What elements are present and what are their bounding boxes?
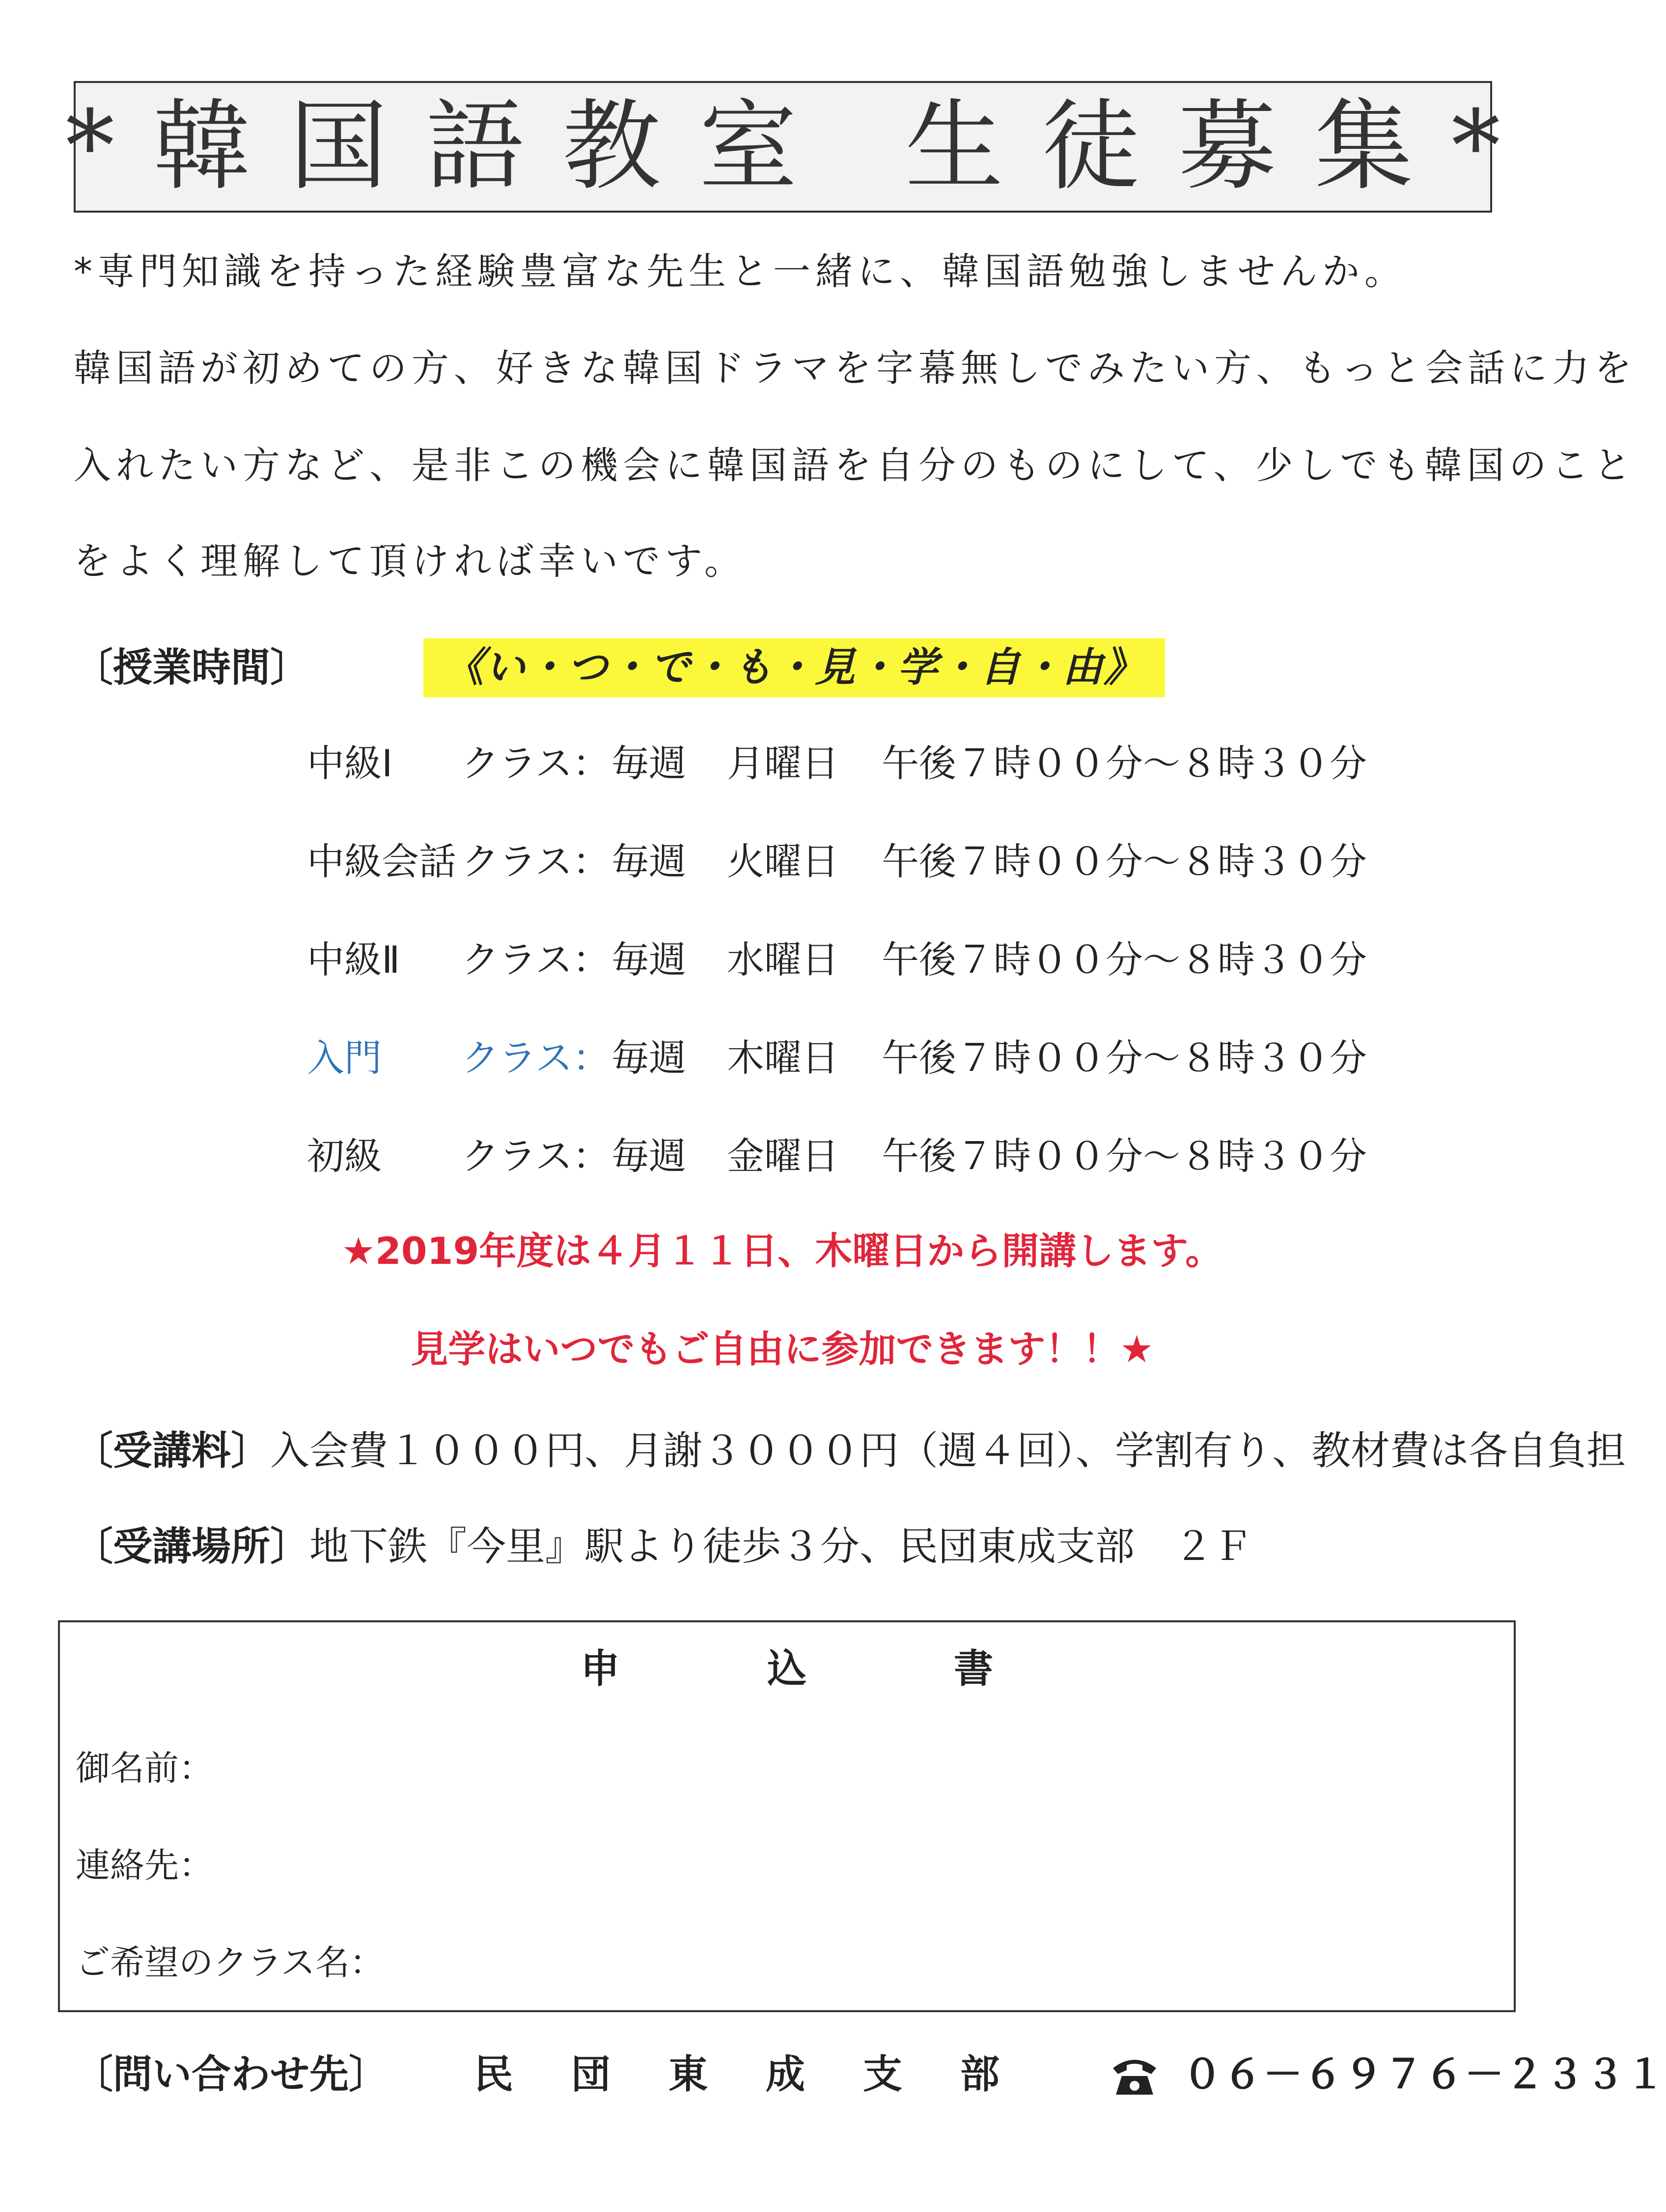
class-day: 木曜日 xyxy=(727,1036,839,1080)
class-row-intermediate-2 xyxy=(307,935,1437,984)
class-time: 午後７時００分～８時３０分 xyxy=(882,938,1367,982)
class-suffix: クラス： xyxy=(462,1134,610,1178)
class-row-introductory xyxy=(307,1034,1437,1083)
class-name: 中級会話 xyxy=(307,840,456,883)
fees-line xyxy=(74,1428,1626,1474)
intro-line-4: をよく理解して頂ければ幸いです。 xyxy=(74,539,747,583)
class-row-beginner xyxy=(307,1132,1437,1181)
class-row-intermediate-1 xyxy=(307,739,1437,788)
contact-phone: ０６－６９７６－２３３１ xyxy=(1183,2051,1666,2097)
schedule-label: 〔授業時間〕 xyxy=(74,645,309,690)
venue-line xyxy=(74,1524,1252,1569)
contact-field-label: 連絡先： xyxy=(76,1845,213,1885)
class-suffix: クラス： xyxy=(462,938,610,982)
class-suffix: クラス： xyxy=(462,840,610,883)
notice-visit: 見学はいつでもご自由に参加できます！！★ xyxy=(411,1327,1154,1371)
class-name: 初級 xyxy=(307,1134,382,1178)
class-name: 中級Ⅱ xyxy=(307,938,400,982)
class-day: 金曜日 xyxy=(727,1134,839,1178)
intro-line-1: *専門知識を持った経験豊富な先生と一緒に、韓国語勉強しませんか。 xyxy=(74,249,1407,293)
class-weekly: 毎週 xyxy=(611,1036,686,1080)
class-suffix: クラス： xyxy=(462,1036,610,1080)
class-day: 火曜日 xyxy=(727,840,839,883)
class-time: 午後７時００分～８時３０分 xyxy=(882,1036,1367,1080)
class-name: 中級Ⅰ xyxy=(307,741,393,785)
contact-label: 〔問い合わせ先〕 xyxy=(74,2051,388,2097)
class-name: 入門 xyxy=(307,1036,382,1080)
class-time: 午後７時００分～８時３０分 xyxy=(882,840,1367,883)
contact-line xyxy=(74,2048,1666,2102)
form-title: 申込書 xyxy=(581,1646,1140,1692)
intro-line-3: 入れたい方など、是非この機会に韓国語を自分のものにして、少しでも韓国のこと xyxy=(74,443,1636,487)
application-form xyxy=(58,1620,1516,2012)
class-day: 水曜日 xyxy=(727,938,839,982)
class-suffix: クラス： xyxy=(462,741,610,785)
venue-label: 〔受講場所〕 xyxy=(74,1524,309,1569)
title-box xyxy=(65,81,1539,213)
venue-text: 地下鉄『今里』駅より徒歩３分、民団東成支部 ２Ｆ xyxy=(309,1524,1252,1569)
class-weekly: 毎週 xyxy=(611,741,686,785)
class-weekly: 毎週 xyxy=(611,840,686,883)
fees-text: 入会費１０００円、月謝３０００円（週４回）、学割有り、教材費は各自負担 xyxy=(270,1428,1626,1474)
fees-label: 〔受講料〕 xyxy=(74,1428,270,1474)
visit-banner-text: 《い・つ・で・も・見・学・自・由》 xyxy=(444,644,1145,691)
class-time: 午後７時００分～８時３０分 xyxy=(882,741,1367,785)
intro-line-2: 韓国語が初めての方、好きな韓国ドラマを字幕無しでみたい方、もっと会話に力を xyxy=(74,346,1637,390)
class-day: 月曜日 xyxy=(727,741,839,785)
class-field-label: ご希望のクラス名： xyxy=(76,1942,384,1983)
class-weekly: 毎週 xyxy=(611,938,686,982)
telephone-icon xyxy=(1110,2048,1159,2102)
visit-banner xyxy=(423,638,1165,697)
contact-org: 民団東成支部 xyxy=(474,2051,1057,2097)
name-field-label: 御名前： xyxy=(76,1748,213,1788)
page-title: *韓国語教室 生徒募集* xyxy=(65,89,1539,204)
class-row-intermediate-conversation xyxy=(307,837,1437,886)
class-time: 午後７時００分～８時３０分 xyxy=(882,1134,1367,1178)
notice-start-date: ★2019年度は４月１１日、木曜日から開講します。 xyxy=(341,1229,1223,1273)
class-weekly: 毎週 xyxy=(611,1134,686,1178)
